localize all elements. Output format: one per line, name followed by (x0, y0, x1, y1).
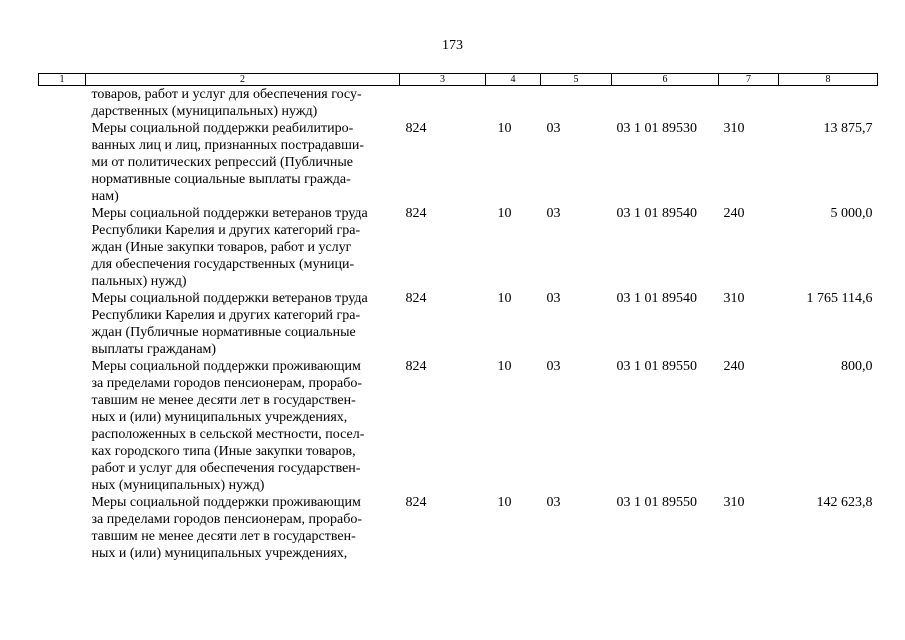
row-col-6-value: 03 1 01 89540 (616, 291, 697, 306)
column-header-6: 6 (612, 74, 719, 86)
row-col-7-value: 310 (723, 291, 745, 306)
table-row (39, 120, 878, 205)
row-amount: 800,0 (841, 359, 873, 374)
row-col-1-cell (39, 86, 86, 121)
table-body (39, 86, 878, 563)
row-col-3-value: 824 (405, 359, 427, 374)
row-description: Меры социальной поддержки реабилитиро- ванных лиц и лиц, признанных пострадавши- ми от политических репрессий (Публичные нормативные социальные выплаты гражда- нам) (91, 121, 365, 204)
row-description: Меры социальной поддержки ветеранов труда Республики Карелия и других категорий гра- ждан (Публичные нормативные социальные выплаты гражданам) (91, 291, 368, 357)
row-col-3-value: 824 (405, 206, 427, 221)
row-amount: 1 765 114,6 (806, 291, 873, 306)
budget-table (38, 73, 878, 562)
row-amount: 13 875,7 (823, 121, 873, 136)
row-col-1-cell (39, 205, 86, 290)
column-number-row (39, 74, 878, 86)
column-header-7: 7 (719, 74, 779, 86)
row-col-6-value: 03 1 01 89540 (616, 206, 697, 221)
table-row (39, 494, 878, 562)
column-header-8: 8 (779, 74, 878, 86)
row-col-4-value: 10 (497, 359, 512, 374)
row-col-5-value: 03 (546, 206, 561, 221)
row-description: товаров, работ и услуг для обеспечения госу- дарственных (муниципальных) нужд) (91, 87, 362, 119)
column-header-2: 2 (86, 74, 400, 86)
column-header-4: 4 (486, 74, 541, 86)
row-col-1-cell (39, 494, 86, 562)
column-header-5: 5 (541, 74, 612, 86)
row-col-6-value: 03 1 01 89530 (616, 121, 697, 136)
row-col-5-value: 03 (546, 359, 561, 374)
row-col-3-value: 824 (405, 495, 427, 510)
row-col-6-value: 03 1 01 89550 (616, 359, 697, 374)
row-col-7-value: 240 (723, 359, 745, 374)
row-col-1-cell (39, 120, 86, 205)
row-description: Меры социальной поддержки проживающим за пределами городов пенсионерам, прорабо- тавшим не менее десяти лет в государствен- ных и (или) муниципальных учреждениях, расположенных в сельской местности, посел- ках городского типа (Иные закупки товаров, работ и услуг для обеспечения государствен- ных (муниципальных) нужд) (91, 359, 365, 493)
row-col-4-value: 10 (497, 121, 512, 136)
row-description: Меры социальной поддержки проживающим за пределами городов пенсионерам, прорабо- тавшим не менее десяти лет в государствен- ных и (или) муниципальных учреждениях, (91, 495, 363, 561)
column-header-1: 1 (39, 74, 86, 86)
page-number: 173 (442, 38, 463, 53)
row-col-5-value (541, 86, 612, 121)
column-header-3: 3 (400, 74, 486, 86)
row-col-4-value: 10 (497, 291, 512, 306)
row-col-5-value: 03 (546, 121, 561, 136)
table-row (39, 86, 878, 121)
row-col-4-value: 10 (497, 206, 512, 221)
row-col-3-value (400, 86, 486, 121)
row-col-7-value: 310 (723, 121, 745, 136)
table-row (39, 358, 878, 494)
row-col-3-value: 824 (405, 291, 427, 306)
row-amount: 5 000,0 (830, 206, 873, 221)
row-col-7-value (719, 86, 779, 121)
row-col-5-value: 03 (546, 291, 561, 306)
row-amount (779, 86, 878, 121)
table-row (39, 290, 878, 358)
row-col-7-value: 310 (723, 495, 745, 510)
row-col-6-value: 03 1 01 89550 (616, 495, 697, 510)
row-col-1-cell (39, 290, 86, 358)
row-col-4-value: 10 (497, 495, 512, 510)
row-col-3-value: 824 (405, 121, 427, 136)
row-col-6-value (612, 86, 719, 121)
row-col-4-value (486, 86, 541, 121)
row-col-5-value: 03 (546, 495, 561, 510)
row-amount: 142 623,8 (816, 495, 873, 510)
row-col-7-value: 240 (723, 206, 745, 221)
table-row (39, 205, 878, 290)
table-header (39, 74, 878, 86)
row-col-1-cell (39, 358, 86, 494)
row-description: Меры социальной поддержки ветеранов труда Республики Карелия и других категорий гра- ждан (Иные закупки товаров, работ и услуг для обеспечения государственных (муници- пальных) нужд) (91, 206, 368, 289)
